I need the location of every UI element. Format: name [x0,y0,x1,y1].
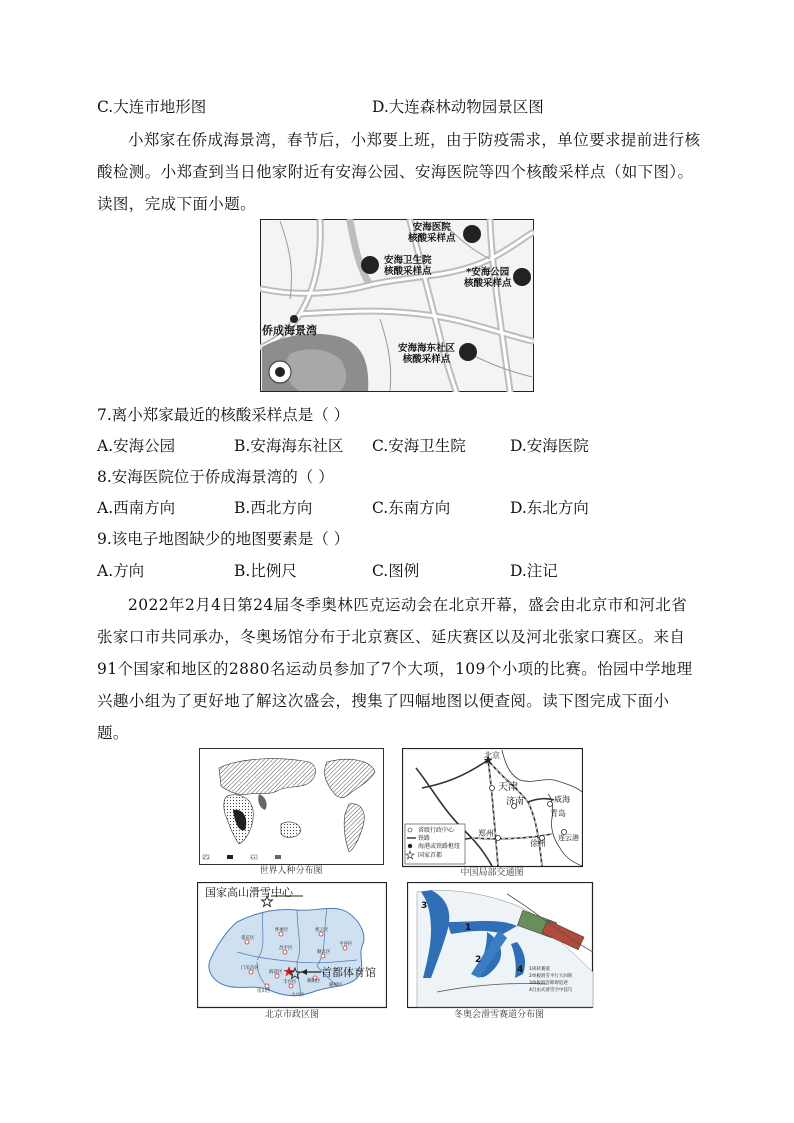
china-transport-map [402,748,583,876]
track-number-3: 3 [421,901,428,911]
city-zhengzhou: 郑州 [478,829,494,838]
ski-legend-2: 2单板滑雪平行大回转 [529,974,573,979]
china-transport-caption: 中国局部交通图 [460,868,524,876]
question-9-stem: 9.该电子地图缺少的地图要素是（ ） [97,530,350,548]
legend-railway: 铁路 [418,835,431,842]
district-tongzhou: 通州区 [329,983,343,988]
option-c-top: C.大连市地形图 [97,98,207,116]
q8-option-a: A.西南方向 [97,499,176,517]
city-beijing: 北京 [484,751,500,760]
label-hospital-site: 核酸采样点 [408,233,456,244]
district-fengtai: 丰台区 [283,980,297,985]
district-miyun: 密云区 [315,928,329,933]
location-target-icon [269,361,291,383]
city-xuzhou: 徐州 [530,839,546,848]
ski-legend-4: 4自由式滑雪空中技巧 [529,988,573,993]
question-8-stem: 8.安海医院位于侨成海景湾的（ ） [97,468,334,486]
q9-option-c: C.图例 [372,562,420,580]
district-fangshan: 房山区 [257,989,271,994]
city-tianjin: 天津 [498,782,518,793]
city-lianyungang: 连云港 [558,834,579,842]
label-community: 安海海东社区 [398,343,456,354]
q9-option-b: B.比例尺 [234,562,297,580]
track-number-2: 2 [475,955,482,965]
city-jinan: 济南 [506,797,525,807]
label-hospital: 安海医院 [412,222,451,233]
label-clinic-site: 核酸采样点 [384,266,432,277]
city-weihai: 威海 [554,795,570,804]
q8-option-d: D.东北方向 [510,499,589,517]
question-7-stem: 7.离小郑家最近的核酸采样点是（ ） [97,406,350,424]
district-yanqing: 延庆区 [241,936,255,941]
district-daxing: 大兴区 [291,993,305,998]
district-mentougou: 门头沟区 [241,966,259,971]
passage-1: 小郑家在侨成海景湾，春节后，小郑要上班，由于防疫需求，单位要求提前进行核酸检测。小郑查到当日他家附近有安海公园、安海医院等四个核酸采样点（如下图）。读图，完成下面小题。 [97,131,701,213]
ski-track-map [407,882,597,1020]
passage-2: 2022年2月4日第24届冬季奥林匹克运动会在北京开幕，盛会由北京市和河北省张家口市共同承办，冬奥场馆分布于北京赛区、延庆赛区以及河北张家口赛区。来自91个国家和地区的2880名运动员参加了7个大项，109个小项的比赛。怡园中学地理兴趣小组为了更好地了解这次盛会，搜集了四幅地图以便查阅。读下图完成下面小题。 [97,596,693,742]
district-haidian: 海淀区 [269,970,283,975]
ski-legend-3: 3单板滑雪障碍追逐 [529,981,568,986]
q8-option-b: B.西北方向 [234,499,313,517]
track-number-1: 1 [465,923,472,933]
beijing-admin-map [197,882,387,1020]
q7-option-a: A.安海公园 [97,437,176,455]
q7-option-b: B.安海海东社区 [234,437,344,455]
track-number-4: 4 [517,965,524,975]
q7-option-c: C.安海卫生院 [372,437,466,455]
callout-alpine-ski-center: 国家高山滑雪中心 [205,886,293,899]
q7-option-d: D.安海医院 [510,437,589,455]
label-clinic: 安海卫生院 [384,255,432,266]
legend-port-hub: 海港或铁路枢纽 [418,843,461,850]
callout-capital-stadium: 首都体育馆 [321,966,376,979]
q9-option-d: D.注记 [510,562,558,580]
legend-capital: 国家首都 [418,852,443,859]
q9-option-a: A.方向 [97,562,145,580]
option-d-top: D.大连森林动物园景区图 [372,98,544,116]
district-shunyi: 顺义区 [317,950,331,955]
district-huairou: 怀柔区 [275,928,289,933]
city-qingdao: 青岛 [550,809,566,818]
q8-option-c: C.东南方向 [372,499,451,517]
district-changping: 昌平区 [279,946,293,951]
district-chaoyang: 朝阳区 [307,979,321,984]
world-race-map [199,748,384,876]
label-home: 侨成海景湾 [262,324,317,337]
sampling-site-map [260,219,534,392]
ski-track-caption: 冬奥会滑雪赛道分布图 [453,1010,545,1020]
label-park: *安海公园 [466,267,510,278]
legend-provincial-center: 省级行政中心 [418,827,455,834]
beijing-admin-caption: 北京市政区图 [264,1010,320,1020]
district-pinggu: 平谷区 [339,942,353,947]
label-community-site: 核酸采样点 [402,354,451,365]
label-park-site: 核酸采样点 [464,278,512,289]
world-race-caption: 世界人种分布图 [259,866,323,876]
ski-legend-1: 1回转赛道 [529,967,550,972]
